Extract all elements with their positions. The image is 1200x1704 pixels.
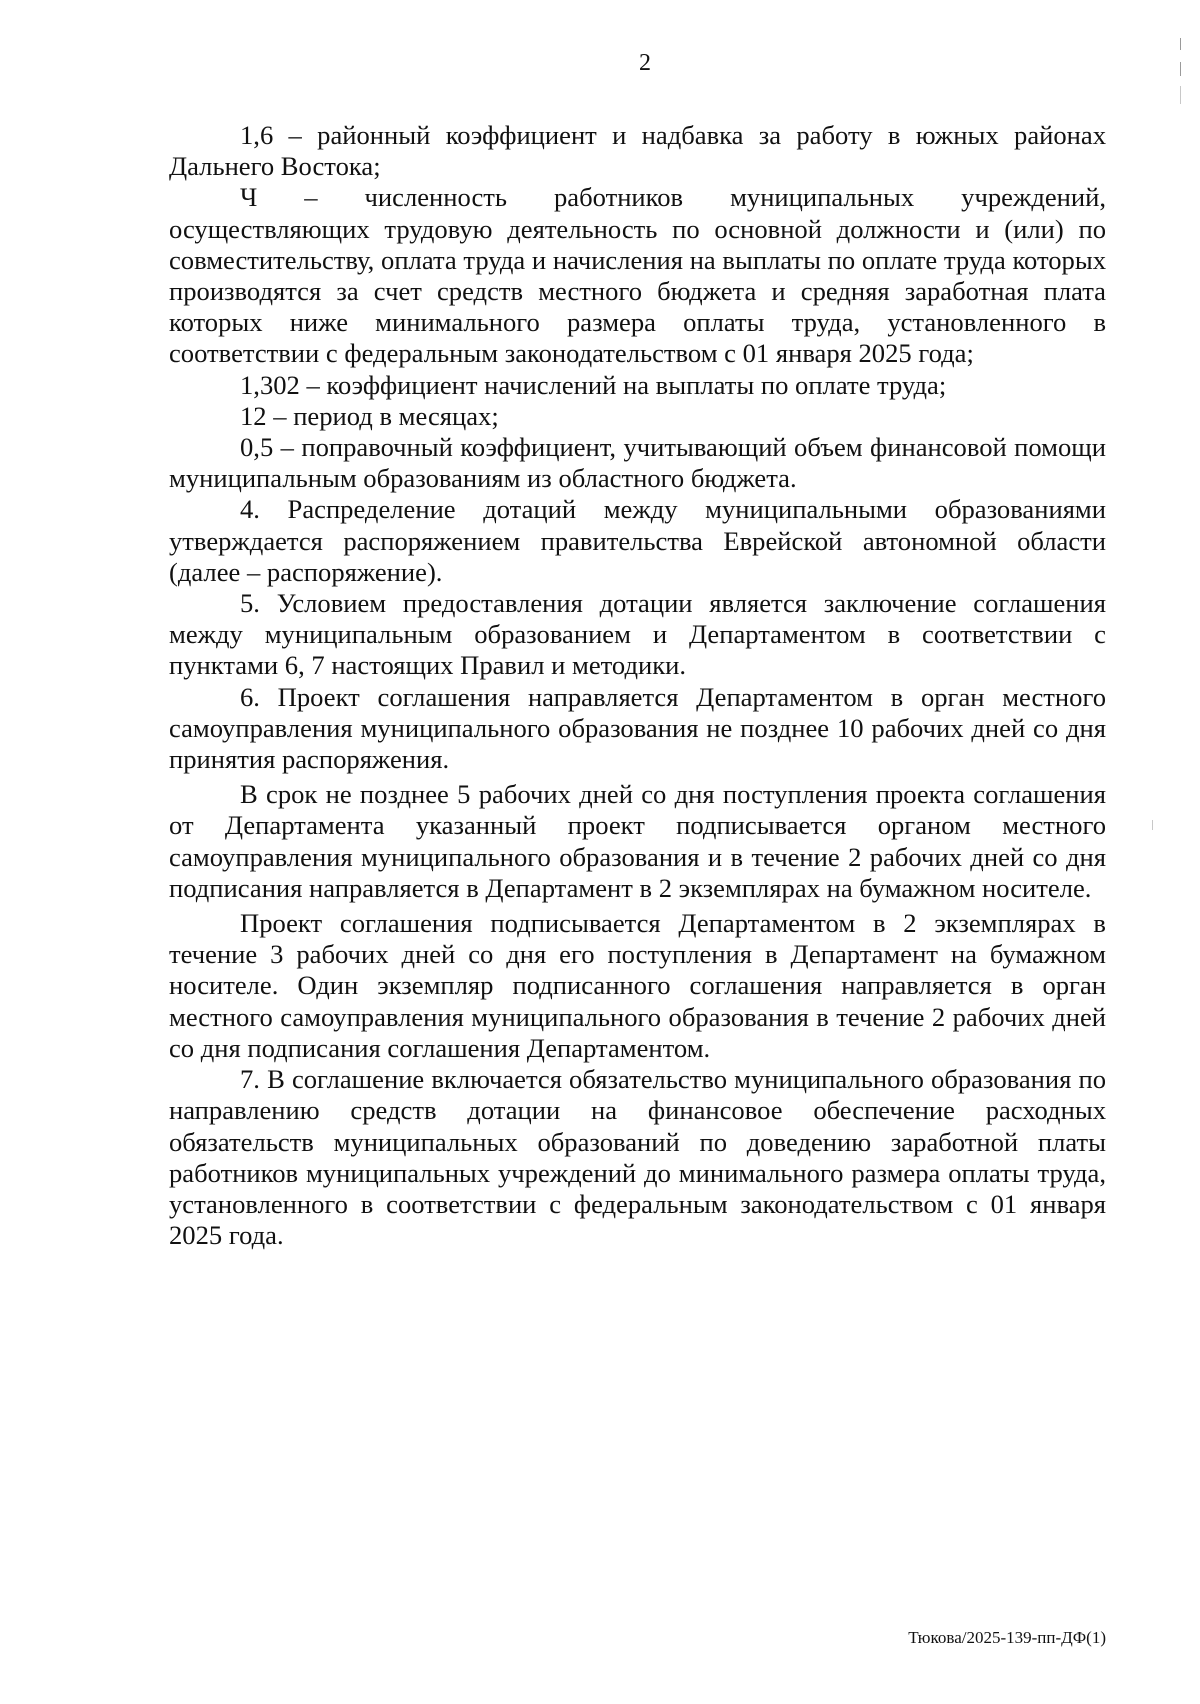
scan-artifact bbox=[1180, 38, 1181, 50]
paragraph-correction-coefficient: 0,5 – поправочный коэффициент, учитывающий объем финансовой помощи муниципальным образованиям из областного бюджета. bbox=[169, 432, 1106, 494]
scan-artifact bbox=[1152, 820, 1153, 830]
paragraph-item-4: 4. Распределение дотаций между муниципальными образованиями утверждается распоряжением правительства Еврейской автономной области (далее – распоряжение). bbox=[169, 494, 1106, 587]
paragraph-item-6: 6. Проект соглашения направляется Департаментом в орган местного самоуправления муниципального образования не позднее 10 рабочих дней со дня принятия распоряжения. bbox=[169, 681, 1106, 775]
page-number: 2 bbox=[639, 50, 651, 76]
paragraph-item-7: 7. В соглашение включается обязательство муниципального образования по направлению средств дотации на финансовое обеспечение расходных обязательств муниципальных образований по доведению заработной платы работников муниципальных учреждений до минимального размера оплаты труда, установленного в соответствии с федеральным законодательством с 01 января 2025 года. bbox=[169, 1064, 1106, 1251]
paragraph-period-months: 12 – период в месяцах; bbox=[240, 400, 499, 431]
paragraph-item-6-signing: Проект соглашения подписывается Департаментом в 2 экземплярах в течение 3 рабочих дней со дня его поступления в Департамент на бумажном носителе. Один экземпляр подписанного соглашения направляется в орган местного самоуправления муниципального образования в течение 2 рабочих дней со дня подписания соглашения Департаментом. bbox=[169, 908, 1106, 1063]
document-body bbox=[169, 120, 1106, 1251]
paragraph-coefficient-1-302: 1,302 – коэффициент начислений на выплаты по оплате труда; bbox=[240, 369, 947, 400]
scan-artifact bbox=[1180, 86, 1181, 104]
paragraph-employee-count: Ч – численность работников муниципальных учреждений, осуществляющих трудовую деятельность по основной должности и (или) по совместительству, оплата труда и начисления на выплаты по оплате труда которых производятся за счет средств местного бюджета и средняя заработная плата которых ниже минимального размера оплаты труда, установленного в соответствии с федеральным законодательством с 01 января 2025 года; bbox=[169, 182, 1106, 369]
paragraph-coefficient-1-6: 1,6 – районный коэффициент и надбавка за работу в южных районах Дальнего Востока; bbox=[169, 120, 1106, 182]
paragraph-item-5: 5. Условием предоставления дотации является заключение соглашения между муниципальным образованием и Департаментом в соответствии с пунктами 6, 7 настоящих Правил и методики. bbox=[169, 588, 1106, 681]
document-code: Тюкова/2025-139-пп-ДФ(1) bbox=[908, 1628, 1106, 1647]
scan-artifact bbox=[1180, 62, 1181, 76]
paragraph-item-6-term: В срок не позднее 5 рабочих дней со дня поступления проекта соглашения от Департамента указанный проект подписывается органом местного самоуправления муниципального образования и в течение 2 рабочих дней со дня подписания направляется в Департамент в 2 экземплярах на бумажном носителе. bbox=[169, 779, 1106, 903]
